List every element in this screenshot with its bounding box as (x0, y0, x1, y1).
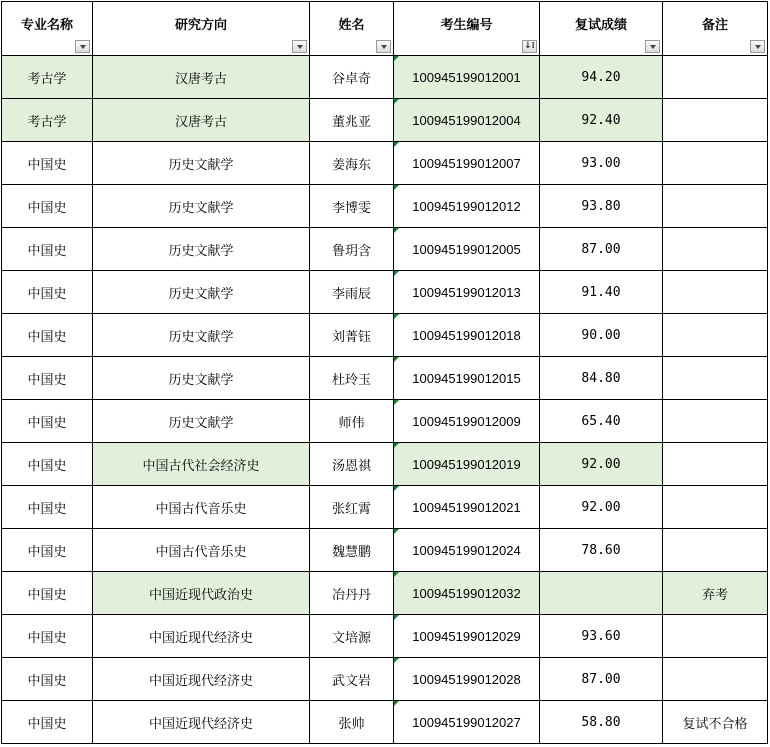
cell-major[interactable] (2, 400, 93, 443)
cell-direction[interactable] (93, 572, 310, 615)
cell-direction[interactable] (93, 314, 310, 357)
number-as-text-marker-icon (394, 357, 399, 362)
cell-name[interactable] (310, 529, 394, 572)
cell-score-text: 84.80 (581, 370, 621, 386)
cell-direction[interactable] (93, 99, 310, 142)
cell-major-text: 中国史 (27, 372, 67, 388)
table-row (2, 228, 768, 271)
table-body (2, 56, 768, 744)
cell-name[interactable] (310, 701, 394, 744)
cell-candidate-id[interactable] (394, 572, 540, 615)
cell-direction-text: 历史文献学 (168, 157, 234, 173)
cell-candidate-id-text: 100945199012018 (412, 327, 521, 343)
cell-score[interactable] (540, 529, 663, 572)
cell-candidate-id[interactable] (394, 529, 540, 572)
cell-score-text: 78.60 (581, 542, 621, 558)
cell-name-text: 姜海东 (331, 157, 371, 173)
cell-name-text: 武文岩 (331, 673, 371, 689)
cell-candidate-id[interactable] (394, 658, 540, 701)
cell-score[interactable] (540, 400, 663, 443)
cell-major[interactable] (2, 142, 93, 185)
cell-name-text: 魏慧鹏 (331, 544, 371, 560)
cell-major[interactable] (2, 615, 93, 658)
cell-note[interactable] (663, 56, 768, 99)
header-label: 姓名 (338, 18, 365, 33)
cell-candidate-id[interactable] (394, 701, 540, 744)
number-as-text-marker-icon (394, 701, 399, 706)
cell-candidate-id-text: 100945199012028 (412, 671, 521, 687)
cell-major-text: 中国史 (27, 587, 67, 603)
table-row (2, 271, 768, 314)
cell-candidate-id[interactable] (394, 615, 540, 658)
number-as-text-marker-icon (394, 314, 399, 319)
table-row (2, 99, 768, 142)
cell-name[interactable] (310, 443, 394, 486)
cell-name-text: 汤恩祺 (331, 458, 371, 474)
cell-score-text: 87.00 (581, 241, 621, 257)
number-as-text-marker-icon (394, 615, 399, 620)
cell-name-text: 谷卓奇 (331, 71, 371, 87)
cell-score[interactable] (540, 314, 663, 357)
cell-name[interactable] (310, 99, 394, 142)
cell-note[interactable] (663, 185, 768, 228)
cell-score-text: 92.00 (581, 456, 621, 472)
cell-direction-text: 历史文献学 (168, 372, 234, 388)
filter-dropdown-icon[interactable] (292, 40, 307, 53)
cell-score[interactable] (540, 615, 663, 658)
cell-score-text: 93.80 (581, 198, 621, 214)
table-row (2, 357, 768, 400)
cell-candidate-id[interactable] (394, 400, 540, 443)
cell-name-text: 刘菁钰 (331, 329, 371, 345)
header-label: 研究方向 (174, 18, 227, 33)
number-as-text-marker-icon (394, 142, 399, 147)
cell-candidate-id-text: 100945199012021 (412, 499, 521, 515)
cell-direction[interactable] (93, 658, 310, 701)
cell-direction[interactable] (93, 615, 310, 658)
cell-major-text: 中国史 (27, 200, 67, 216)
cell-candidate-id-text: 100945199012027 (412, 714, 521, 730)
cell-candidate-id[interactable] (394, 185, 540, 228)
cell-candidate-id-text: 100945199012009 (412, 413, 521, 429)
cell-candidate-id[interactable] (394, 314, 540, 357)
cell-direction-text: 中国近现代经济史 (148, 673, 253, 689)
cell-candidate-id[interactable] (394, 142, 540, 185)
header-cell-score (540, 2, 663, 56)
cell-candidate-id-text: 100945199012004 (412, 112, 521, 128)
cell-score-text: 93.00 (581, 155, 621, 171)
cell-candidate-id[interactable] (394, 486, 540, 529)
cell-major[interactable] (2, 314, 93, 357)
table-row (2, 701, 768, 744)
cell-score[interactable] (540, 99, 663, 142)
number-as-text-marker-icon (394, 271, 399, 276)
cell-major-text: 中国史 (27, 716, 67, 732)
header-label: 备注 (701, 18, 728, 33)
cell-score[interactable] (540, 486, 663, 529)
header-cell-major (2, 2, 93, 56)
cell-name[interactable] (310, 572, 394, 615)
cell-note[interactable] (663, 701, 768, 744)
cell-major-text: 考古学 (27, 114, 67, 130)
cell-major[interactable] (2, 99, 93, 142)
cell-major[interactable] (2, 443, 93, 486)
cell-major-text: 中国史 (27, 286, 67, 302)
cell-name[interactable] (310, 658, 394, 701)
cell-score[interactable] (540, 185, 663, 228)
cell-major[interactable] (2, 486, 93, 529)
filter-dropdown-icon[interactable] (645, 40, 660, 53)
header-row (2, 2, 768, 56)
cell-direction-text: 历史文献学 (168, 286, 234, 302)
cell-direction-text: 历史文献学 (168, 329, 234, 345)
cell-name-text: 董兆亚 (331, 114, 371, 130)
cell-note[interactable] (663, 228, 768, 271)
cell-name[interactable] (310, 400, 394, 443)
cell-candidate-id-text: 100945199012015 (412, 370, 521, 386)
cell-score-text: 87.00 (581, 671, 621, 687)
cell-score[interactable] (540, 443, 663, 486)
number-as-text-marker-icon (394, 185, 399, 190)
table-row (2, 314, 768, 357)
number-as-text-marker-icon (394, 56, 399, 61)
cell-score-text: 92.00 (581, 499, 621, 515)
cell-name-text: 李雨辰 (331, 286, 371, 302)
cell-direction-text: 汉唐考古 (174, 114, 227, 130)
cell-major[interactable] (2, 228, 93, 271)
cell-name[interactable] (310, 357, 394, 400)
filter-dropdown-icon[interactable] (75, 40, 90, 53)
cell-note[interactable] (663, 658, 768, 701)
cell-major-text: 考古学 (27, 71, 67, 87)
cell-name[interactable] (310, 185, 394, 228)
cell-direction[interactable] (93, 228, 310, 271)
cell-score-text: 94.20 (581, 69, 621, 85)
cell-name-text: 师伟 (338, 415, 365, 431)
table-row (2, 142, 768, 185)
cell-note[interactable] (663, 314, 768, 357)
cell-score[interactable] (540, 701, 663, 744)
cell-major-text: 中国史 (27, 501, 67, 517)
cell-major-text: 中国史 (27, 329, 67, 345)
cell-score-text: 90.00 (581, 327, 621, 343)
cell-direction[interactable] (93, 271, 310, 314)
cell-direction-text: 中国近现代经济史 (148, 630, 253, 646)
cell-candidate-id-text: 100945199012007 (412, 155, 521, 171)
filter-dropdown-icon[interactable] (376, 40, 391, 53)
number-as-text-marker-icon (394, 572, 399, 577)
cell-score[interactable] (540, 271, 663, 314)
cell-direction-text: 中国近现代政治史 (148, 587, 253, 603)
filter-dropdown-icon[interactable] (750, 40, 765, 53)
cell-candidate-id-text: 100945199012001 (412, 69, 521, 85)
table-row (2, 443, 768, 486)
cell-major-text: 中国史 (27, 458, 67, 474)
cell-note[interactable] (663, 615, 768, 658)
table-row (2, 185, 768, 228)
cell-score-text: 92.40 (581, 112, 621, 128)
cell-major[interactable] (2, 357, 93, 400)
cell-name-text: 李博雯 (331, 200, 371, 216)
cell-candidate-id[interactable] (394, 228, 540, 271)
cell-name-text: 鲁玥含 (331, 243, 371, 259)
cell-note[interactable] (663, 142, 768, 185)
cell-score[interactable] (540, 142, 663, 185)
cell-note[interactable] (663, 443, 768, 486)
cell-name[interactable] (310, 615, 394, 658)
cell-major[interactable] (2, 572, 93, 615)
table-row (2, 400, 768, 443)
cell-major-text: 中国史 (27, 157, 67, 173)
cell-name-text: 冶丹丹 (331, 587, 371, 603)
cell-candidate-id-text: 100945199012024 (412, 542, 521, 558)
table-row (2, 658, 768, 701)
cell-name-text: 文培源 (331, 630, 371, 646)
cell-name[interactable] (310, 271, 394, 314)
cell-name-text: 张红霄 (331, 501, 371, 517)
number-as-text-marker-icon (394, 228, 399, 233)
table-row (2, 615, 768, 658)
cell-name[interactable] (310, 228, 394, 271)
cell-candidate-id-text: 100945199012005 (412, 241, 521, 257)
cell-score[interactable] (540, 357, 663, 400)
header-cell-name (310, 2, 394, 56)
cell-direction-text: 中国古代社会经济史 (142, 458, 260, 474)
number-as-text-marker-icon (394, 486, 399, 491)
number-as-text-marker-icon (394, 658, 399, 663)
cell-name-text: 张帅 (338, 716, 365, 732)
cell-direction[interactable] (93, 701, 310, 744)
cell-direction[interactable] (93, 400, 310, 443)
cell-score-text: 65.40 (581, 413, 621, 429)
cell-note[interactable] (663, 572, 768, 615)
cell-direction[interactable] (93, 357, 310, 400)
cell-candidate-id-text: 100945199012032 (412, 585, 521, 601)
cell-major[interactable] (2, 185, 93, 228)
cell-direction[interactable] (93, 185, 310, 228)
cell-score-text: 93.60 (581, 628, 621, 644)
cell-direction[interactable] (93, 529, 310, 572)
cell-note[interactable] (663, 400, 768, 443)
cell-major[interactable] (2, 271, 93, 314)
table-row (2, 486, 768, 529)
table-row (2, 56, 768, 99)
cell-direction-text: 中国古代音乐史 (155, 501, 247, 517)
cell-candidate-id[interactable] (394, 271, 540, 314)
cell-score[interactable] (540, 572, 663, 615)
cell-candidate-id[interactable] (394, 357, 540, 400)
cell-direction[interactable] (93, 142, 310, 185)
filter-sort-icon[interactable]: ↓⁞ (522, 40, 537, 53)
cell-note[interactable] (663, 271, 768, 314)
cell-direction[interactable] (93, 443, 310, 486)
cell-name[interactable] (310, 142, 394, 185)
cell-direction-text: 汉唐考古 (174, 71, 227, 87)
cell-major[interactable] (2, 701, 93, 744)
cell-candidate-id[interactable] (394, 99, 540, 142)
header-cell-id (394, 2, 540, 56)
cell-note[interactable] (663, 99, 768, 142)
cell-direction-text: 历史文献学 (168, 415, 234, 431)
header-label: 专业名称 (20, 18, 73, 33)
cell-direction[interactable] (93, 486, 310, 529)
table-row (2, 529, 768, 572)
cell-direction-text: 中国古代音乐史 (155, 544, 247, 560)
number-as-text-marker-icon (394, 443, 399, 448)
cell-note[interactable] (663, 529, 768, 572)
cell-score-text: 91.40 (581, 284, 621, 300)
cell-note[interactable] (663, 486, 768, 529)
number-as-text-marker-icon (394, 529, 399, 534)
cell-note[interactable] (663, 357, 768, 400)
header-label: 考生编号 (440, 18, 493, 33)
cell-major[interactable] (2, 658, 93, 701)
header-cell-note (663, 2, 768, 56)
cell-score[interactable] (540, 658, 663, 701)
cell-direction-text: 历史文献学 (168, 243, 234, 259)
number-as-text-marker-icon (394, 400, 399, 405)
number-as-text-marker-icon (394, 99, 399, 104)
cell-direction[interactable] (93, 56, 310, 99)
header-label: 复试成绩 (574, 18, 627, 33)
cell-candidate-id-text: 100945199012029 (412, 628, 521, 644)
cell-major[interactable] (2, 529, 93, 572)
cell-candidate-id[interactable] (394, 443, 540, 486)
cell-direction-text: 历史文献学 (168, 200, 234, 216)
cell-candidate-id-text: 100945199012019 (412, 456, 521, 472)
cell-name-text: 杜玲玉 (331, 372, 371, 388)
header-cell-direction (93, 2, 310, 56)
cell-note-text: 弃考 (701, 587, 728, 603)
cell-major[interactable] (2, 56, 93, 99)
cell-major-text: 中国史 (27, 243, 67, 259)
cell-name[interactable] (310, 314, 394, 357)
cell-candidate-id-text: 100945199012012 (412, 198, 521, 214)
cell-candidate-id[interactable] (394, 56, 540, 99)
cell-candidate-id-text: 100945199012013 (412, 284, 521, 300)
table-row (2, 572, 768, 615)
cell-major-text: 中国史 (27, 544, 67, 560)
cell-note-text: 复试不合格 (682, 716, 748, 732)
cell-score[interactable] (540, 228, 663, 271)
cell-score[interactable] (540, 56, 663, 99)
cell-name[interactable] (310, 56, 394, 99)
cell-major-text: 中国史 (27, 673, 67, 689)
cell-direction-text: 中国近现代经济史 (148, 716, 253, 732)
cell-major-text: 中国史 (27, 630, 67, 646)
cell-score-text: 58.80 (581, 714, 621, 730)
cell-major-text: 中国史 (27, 415, 67, 431)
spreadsheet-table (1, 1, 768, 744)
cell-name[interactable] (310, 486, 394, 529)
